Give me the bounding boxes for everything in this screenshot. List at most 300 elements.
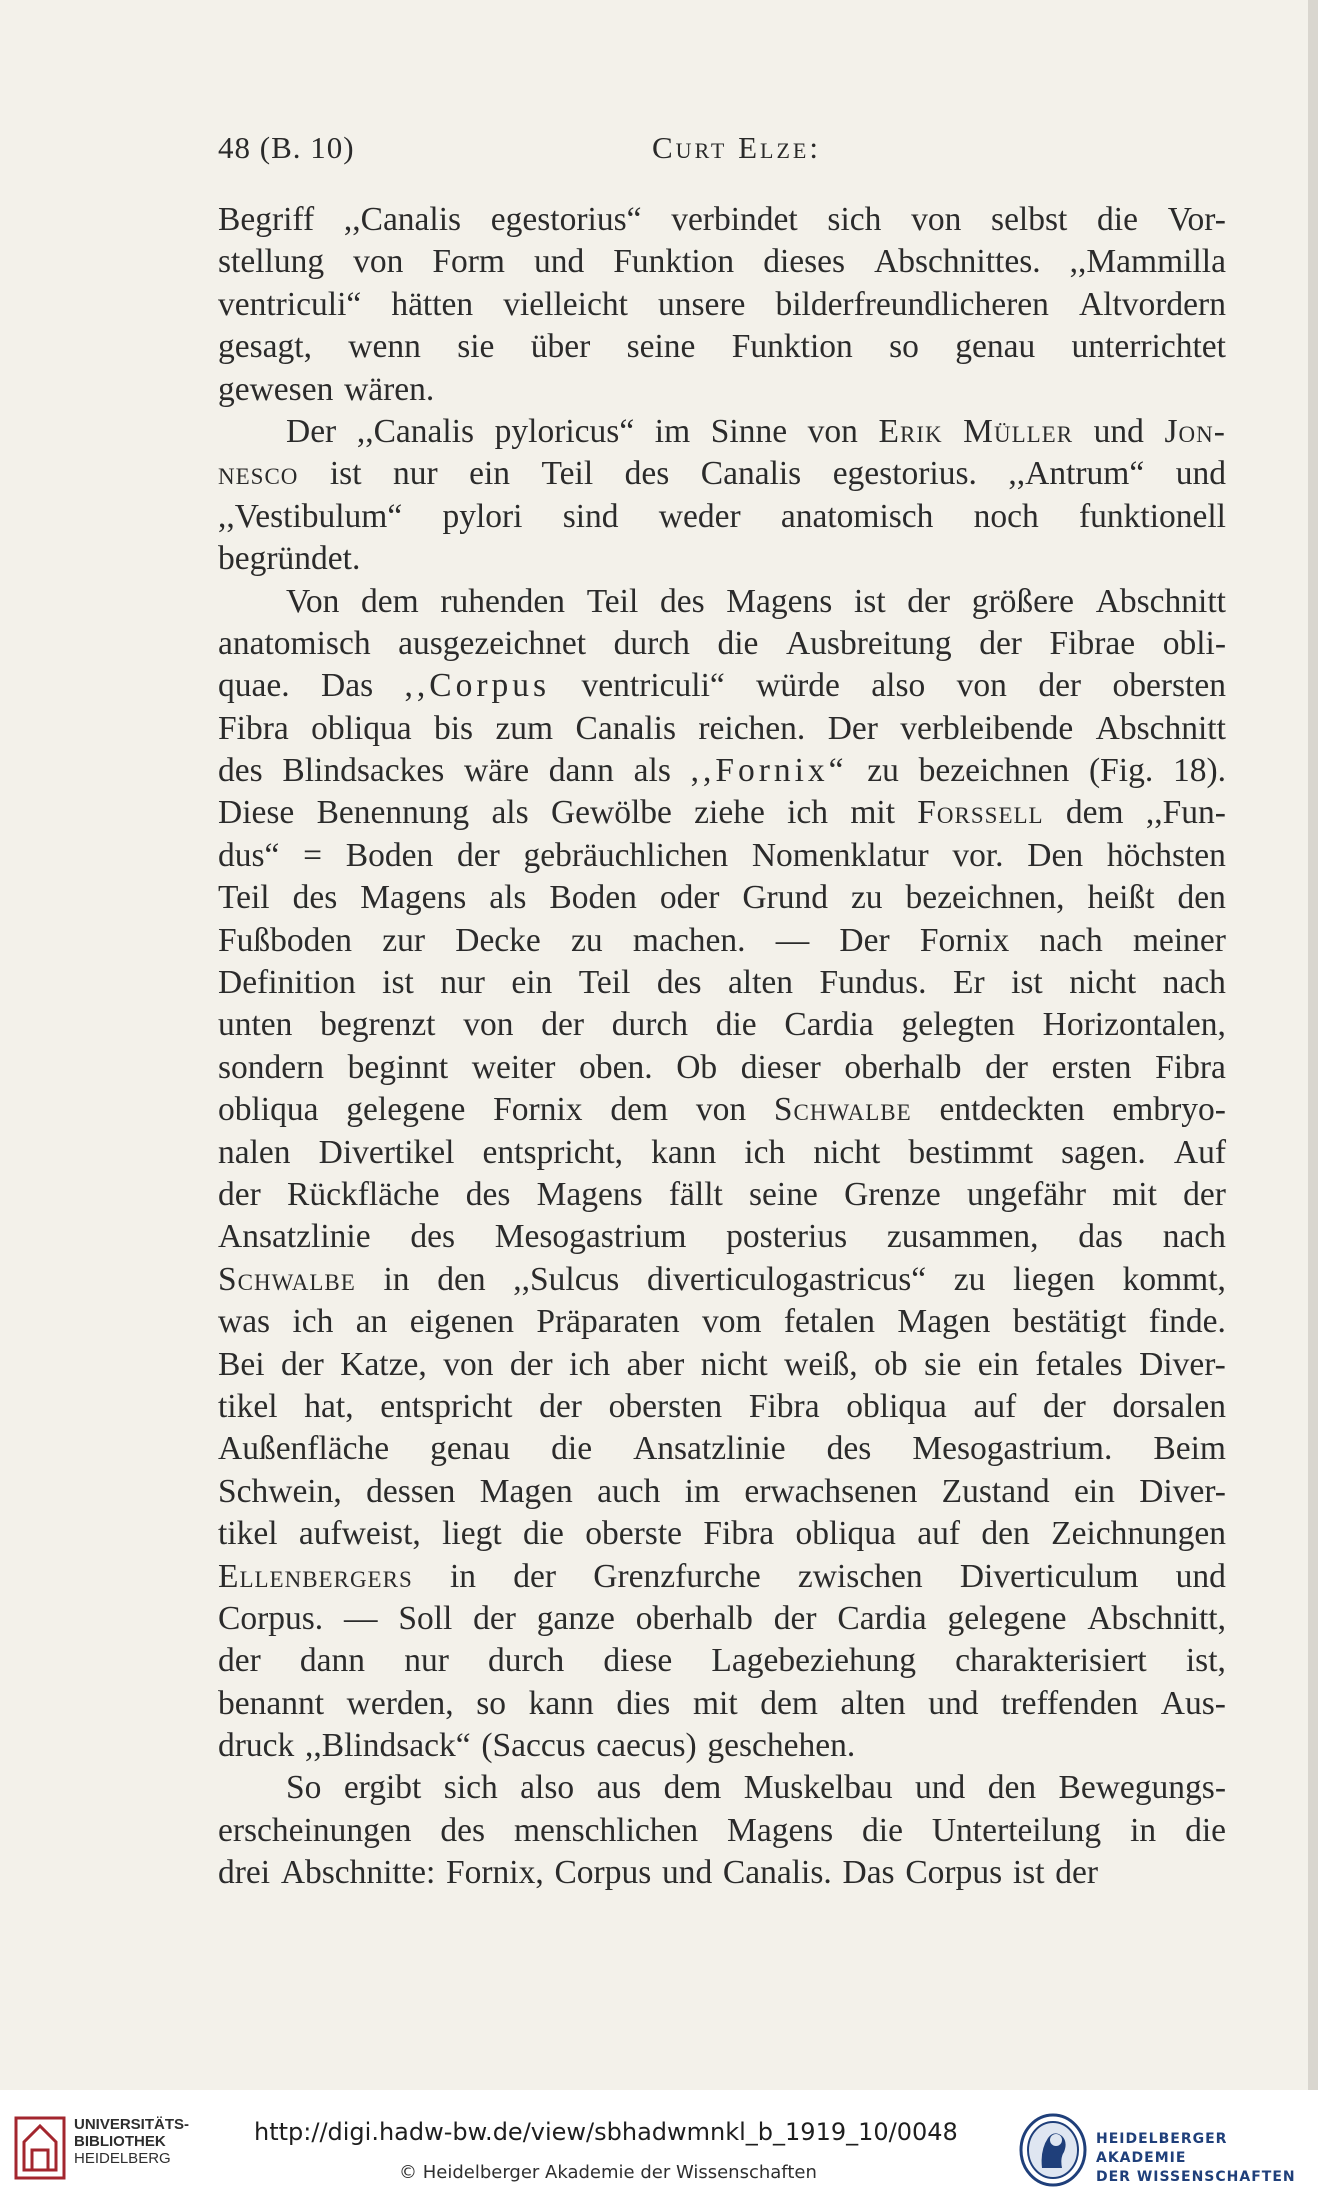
word: Zeichnungen bbox=[1051, 1515, 1226, 1553]
word: begründet. bbox=[218, 540, 361, 578]
text-line bbox=[218, 1810, 1226, 1852]
word: ein bbox=[977, 1345, 1019, 1383]
word: eigenen bbox=[409, 1303, 514, 1341]
text-line bbox=[218, 538, 1226, 580]
word: dem bbox=[663, 1769, 722, 1807]
word: Abschnitt bbox=[1095, 709, 1226, 747]
word: Abschnitte: bbox=[280, 1854, 436, 1892]
text-line bbox=[218, 1301, 1226, 1343]
word: zwischen bbox=[797, 1557, 923, 1595]
word: sagen. bbox=[1061, 1133, 1146, 1171]
text-line bbox=[218, 1471, 1226, 1513]
word: wären. bbox=[344, 370, 435, 408]
word: fetalen bbox=[783, 1303, 876, 1341]
word: Fibra bbox=[748, 1387, 820, 1425]
word: die bbox=[715, 1006, 757, 1044]
word: kann bbox=[651, 1133, 717, 1171]
word: Teil bbox=[218, 879, 270, 917]
word: sondern bbox=[218, 1048, 325, 1086]
text-line bbox=[218, 1556, 1226, 1598]
word: ich bbox=[292, 1303, 334, 1341]
word: Magens bbox=[726, 582, 833, 620]
word: der bbox=[456, 836, 500, 874]
word: diese bbox=[603, 1642, 673, 1680]
word: der bbox=[541, 1006, 584, 1044]
word: Magen bbox=[897, 1303, 991, 1341]
word: bis bbox=[433, 709, 474, 747]
word: drei bbox=[218, 1854, 271, 1892]
word: dann bbox=[548, 752, 614, 790]
word: ,,Fun- bbox=[1145, 794, 1226, 832]
text-line bbox=[218, 920, 1226, 962]
word: der bbox=[473, 1599, 516, 1637]
word: — bbox=[344, 1599, 378, 1637]
word: ein bbox=[469, 455, 511, 493]
word: gelegene bbox=[947, 1599, 1067, 1637]
text-line bbox=[218, 1598, 1226, 1640]
word: der bbox=[218, 1642, 261, 1680]
word: ersten bbox=[1051, 1048, 1132, 1086]
academy-name-line: DER WISSENSCHAFTEN bbox=[1096, 2169, 1296, 2185]
word: Unterteilung bbox=[931, 1811, 1102, 1849]
word: zu bbox=[850, 879, 883, 917]
word: Teil bbox=[541, 455, 594, 493]
word: Funktion bbox=[731, 328, 853, 366]
word: Magens bbox=[727, 1811, 834, 1849]
word: so bbox=[889, 328, 919, 366]
word: stellung bbox=[218, 243, 325, 281]
word: embryo- bbox=[1112, 1091, 1226, 1129]
word: pyloricus“ bbox=[494, 412, 635, 450]
word: höchsten bbox=[1106, 836, 1226, 874]
word: vor. bbox=[952, 836, 1004, 874]
word: — bbox=[775, 921, 810, 959]
word: ich bbox=[787, 794, 829, 832]
word: obersten bbox=[1112, 667, 1226, 705]
text-line bbox=[218, 241, 1226, 283]
word: Katze, bbox=[340, 1345, 427, 1383]
word: Mesogastrium bbox=[494, 1218, 687, 1256]
word: in bbox=[1130, 1811, 1157, 1849]
word: Auf bbox=[1173, 1133, 1226, 1171]
word: ,,Antrum“ bbox=[1008, 455, 1145, 493]
text-line bbox=[218, 1513, 1226, 1555]
word: in bbox=[383, 1260, 410, 1298]
word: sind bbox=[562, 497, 619, 535]
word: ausgezeichnet bbox=[398, 624, 587, 662]
word: fetales bbox=[1035, 1345, 1123, 1383]
word: Fornix, bbox=[445, 1854, 544, 1892]
word: meiner bbox=[1132, 921, 1226, 959]
text-line bbox=[218, 835, 1226, 877]
word: caecus) bbox=[596, 1727, 697, 1765]
word: oberhalb bbox=[635, 1599, 753, 1637]
word: Ob bbox=[676, 1048, 718, 1086]
word: oberste bbox=[585, 1515, 683, 1553]
word: obli- bbox=[1162, 624, 1226, 662]
word: machen. bbox=[632, 921, 746, 959]
word: verbindet bbox=[671, 201, 798, 238]
word: tikel bbox=[218, 1387, 278, 1425]
word: obliqua bbox=[218, 1091, 319, 1129]
word: Beim bbox=[1153, 1430, 1226, 1468]
word: würde bbox=[756, 667, 840, 705]
word: vom bbox=[701, 1303, 762, 1341]
word: zu bbox=[867, 752, 899, 790]
word: So bbox=[286, 1769, 322, 1807]
text-line bbox=[218, 1344, 1226, 1386]
text-line bbox=[218, 665, 1226, 707]
word: noch bbox=[973, 497, 1039, 535]
word: nalen bbox=[218, 1133, 291, 1171]
word: Magens bbox=[360, 879, 467, 917]
word: Diese bbox=[218, 794, 295, 832]
text-line bbox=[218, 1767, 1226, 1809]
word: Das bbox=[842, 1854, 895, 1892]
word: ist, bbox=[1185, 1642, 1226, 1680]
word: 18). bbox=[1172, 752, 1226, 790]
word: obersten bbox=[608, 1387, 723, 1425]
text-line bbox=[218, 199, 1226, 241]
word: Von bbox=[286, 582, 340, 620]
word: was bbox=[218, 1303, 271, 1341]
word: Außenfläche bbox=[218, 1430, 390, 1468]
word: gesagt, bbox=[218, 328, 312, 366]
word: fällt bbox=[668, 1175, 723, 1213]
text-line bbox=[218, 623, 1226, 665]
word: Abschnittes. bbox=[874, 243, 1041, 281]
text-line bbox=[218, 1428, 1226, 1470]
word: Forssell bbox=[917, 794, 1044, 832]
word: obliqua bbox=[311, 709, 412, 747]
text-line bbox=[218, 1640, 1226, 1682]
word: ungefähr bbox=[966, 1175, 1087, 1213]
text-line bbox=[218, 1216, 1226, 1258]
word: egestorius. bbox=[832, 455, 977, 493]
word: gewesen bbox=[218, 370, 334, 408]
word: Der bbox=[827, 709, 878, 747]
word: Grenze bbox=[844, 1175, 941, 1213]
word: Jon- bbox=[1164, 412, 1226, 450]
word: nicht bbox=[700, 1345, 768, 1383]
body-text bbox=[218, 199, 1226, 1895]
word: kann bbox=[528, 1684, 594, 1722]
word: auch bbox=[597, 1472, 661, 1510]
word: Mesogastrium. bbox=[912, 1430, 1113, 1468]
word: Canalis bbox=[700, 455, 802, 493]
word: von bbox=[443, 1345, 494, 1383]
word: der bbox=[1038, 667, 1082, 705]
word: egestorius“ bbox=[490, 201, 642, 238]
word: ist bbox=[329, 455, 362, 493]
permalink-url[interactable]: http://digi.hadw-bw.de/view/sbhadwmnkl_b_1919_10/0048 bbox=[254, 2118, 958, 2146]
word: ich bbox=[569, 1345, 611, 1383]
word: Corpus bbox=[554, 1854, 652, 1892]
text-line bbox=[218, 284, 1226, 326]
word: über bbox=[530, 328, 591, 366]
word: liegen bbox=[1013, 1260, 1095, 1298]
word: druck bbox=[218, 1727, 295, 1765]
word: tikel bbox=[218, 1515, 278, 1553]
word: Teil bbox=[578, 964, 631, 1002]
word: nicht bbox=[1069, 964, 1137, 1002]
word: Erik bbox=[878, 412, 943, 450]
word: nur bbox=[404, 1642, 449, 1680]
word: also bbox=[871, 667, 926, 705]
word: der bbox=[907, 582, 951, 620]
word: ergibt bbox=[343, 1769, 422, 1807]
word: funktionell bbox=[1078, 497, 1226, 535]
word: ich bbox=[744, 1133, 786, 1171]
word: von bbox=[353, 243, 404, 281]
word: zu bbox=[953, 1260, 986, 1298]
word: von bbox=[695, 1091, 747, 1129]
word: ziehe bbox=[694, 794, 765, 832]
word: wäre bbox=[463, 752, 530, 790]
word: Fibra bbox=[218, 709, 289, 747]
word: den bbox=[437, 1260, 486, 1298]
word: bilderfreundlicheren bbox=[775, 285, 1049, 323]
word: genau bbox=[955, 328, 1036, 366]
word: dem bbox=[610, 1091, 669, 1129]
word: erwachsenen bbox=[744, 1472, 918, 1510]
word: bezeichnen, bbox=[905, 879, 1065, 917]
word: den bbox=[987, 1769, 1037, 1807]
word: verbleibende bbox=[900, 709, 1074, 747]
word: der bbox=[773, 1599, 817, 1637]
word: Canalis bbox=[575, 709, 676, 747]
word: Fibra bbox=[703, 1515, 775, 1553]
word: das bbox=[1078, 1218, 1123, 1256]
word: unten bbox=[218, 1006, 293, 1044]
word: Präparaten bbox=[536, 1303, 680, 1341]
word: nur bbox=[440, 964, 485, 1002]
word: an bbox=[355, 1303, 388, 1341]
word: unterrichtet bbox=[1071, 328, 1226, 366]
word: Schwalbe bbox=[773, 1091, 912, 1129]
word: die bbox=[523, 1515, 564, 1553]
word: Canalis. bbox=[722, 1854, 832, 1892]
word: ventriculi“ bbox=[218, 285, 362, 323]
word: Den bbox=[1027, 836, 1084, 874]
word: Cardia bbox=[784, 1006, 874, 1044]
word: Corpus bbox=[905, 1854, 1003, 1892]
text-line bbox=[218, 1259, 1226, 1301]
word: Fibrae bbox=[1049, 624, 1136, 662]
text-line bbox=[218, 1132, 1226, 1174]
text-line bbox=[218, 877, 1226, 919]
word: zu bbox=[571, 921, 603, 959]
footer-bar bbox=[0, 2090, 1318, 2206]
word: größere bbox=[971, 582, 1075, 620]
word: die bbox=[862, 1811, 903, 1849]
word: obliqua bbox=[846, 1387, 947, 1425]
text-line bbox=[218, 708, 1226, 750]
word: dem bbox=[760, 1684, 818, 1722]
word: ein bbox=[1073, 1472, 1115, 1510]
word: und bbox=[1175, 455, 1226, 493]
word: des bbox=[440, 1811, 486, 1849]
word: sich bbox=[443, 1769, 498, 1807]
text-line bbox=[218, 581, 1226, 623]
word: der bbox=[985, 1048, 1028, 1086]
page-header bbox=[218, 130, 1224, 170]
word: Altvordern bbox=[1078, 285, 1226, 323]
word: (Saccus bbox=[481, 1727, 586, 1765]
word: nur bbox=[393, 455, 438, 493]
word: in bbox=[449, 1557, 477, 1595]
word: Fornix bbox=[919, 921, 1010, 959]
word: ist bbox=[1012, 1854, 1045, 1892]
text-line bbox=[218, 1089, 1226, 1131]
word: nicht bbox=[813, 1133, 881, 1171]
word: entdeckten bbox=[939, 1091, 1085, 1129]
word: der bbox=[218, 1175, 261, 1213]
word: Zustand bbox=[941, 1472, 1050, 1510]
word: Corpus. bbox=[218, 1599, 324, 1637]
word: ist bbox=[382, 964, 414, 1002]
word: ,,Mammilla bbox=[1069, 243, 1226, 281]
word: dies bbox=[616, 1684, 671, 1722]
word: mit bbox=[850, 794, 896, 832]
word: des bbox=[465, 1175, 511, 1213]
word: die bbox=[551, 1430, 593, 1468]
text-line bbox=[218, 453, 1226, 495]
word: der bbox=[1183, 1175, 1226, 1213]
word: mit bbox=[692, 1684, 738, 1722]
word: ,,Canalis bbox=[356, 412, 475, 450]
word: der bbox=[513, 1557, 557, 1595]
word: Fibra bbox=[1155, 1048, 1226, 1086]
word: Der bbox=[839, 921, 890, 959]
word: Vor- bbox=[1167, 201, 1226, 238]
word: von bbox=[911, 201, 962, 238]
word: der bbox=[1055, 1854, 1098, 1892]
word: Er bbox=[953, 964, 985, 1002]
word: Gewölbe bbox=[550, 794, 672, 832]
word: des bbox=[826, 1430, 872, 1468]
word: aufweist, bbox=[298, 1515, 421, 1553]
text-line bbox=[218, 1047, 1226, 1089]
word: Magen bbox=[479, 1472, 573, 1510]
page-reference: 48 (B. 10) bbox=[218, 130, 355, 165]
word: sich bbox=[827, 201, 882, 238]
word: ist bbox=[853, 582, 886, 620]
word: des bbox=[292, 879, 338, 917]
word: Decke bbox=[455, 921, 541, 959]
word: ganze bbox=[536, 1599, 615, 1637]
word: Teil bbox=[586, 582, 639, 620]
word: der bbox=[979, 624, 1022, 662]
text-line bbox=[218, 750, 1226, 792]
word: mit bbox=[1112, 1175, 1157, 1213]
word: die bbox=[1185, 1811, 1226, 1849]
word: anatomisch bbox=[218, 624, 371, 662]
word: charakterisiert bbox=[955, 1642, 1147, 1680]
word: ein bbox=[511, 964, 553, 1002]
word: des bbox=[624, 455, 670, 493]
word: Begriff bbox=[218, 201, 315, 238]
word: obliqua bbox=[795, 1515, 896, 1553]
word: Diver- bbox=[1139, 1345, 1226, 1383]
word: nach bbox=[1162, 964, 1226, 1002]
word: Boden bbox=[345, 836, 434, 874]
word: Form bbox=[432, 243, 505, 281]
word: vielleicht bbox=[503, 285, 628, 323]
word: Lagebeziehung bbox=[711, 1642, 917, 1680]
word: Diverticulum bbox=[959, 1557, 1139, 1595]
word: ,,Sulcus bbox=[513, 1260, 620, 1298]
word: gelegten bbox=[901, 1006, 1015, 1044]
word: posterius bbox=[726, 1218, 848, 1256]
library-name-line: UNIVERSITÄTS- bbox=[74, 2116, 190, 2133]
academy-name bbox=[1096, 2130, 1318, 2187]
word: dann bbox=[299, 1642, 366, 1680]
word: und bbox=[661, 1854, 713, 1892]
word: zusammen, bbox=[886, 1218, 1039, 1256]
word: so bbox=[476, 1684, 507, 1722]
word: bestimmt bbox=[908, 1133, 1034, 1171]
word: den bbox=[981, 1515, 1030, 1553]
library-city: HEIDELBERG bbox=[74, 2150, 171, 2167]
word: der bbox=[1042, 1387, 1086, 1425]
word: als bbox=[489, 879, 527, 917]
word: aus bbox=[596, 1769, 642, 1807]
word: Fornix bbox=[493, 1091, 583, 1129]
word: dem bbox=[361, 582, 419, 620]
university-library-logo-icon bbox=[14, 2116, 66, 2180]
word: weiter bbox=[471, 1048, 556, 1086]
word: genau bbox=[430, 1430, 511, 1468]
word: Muskelbau bbox=[743, 1769, 893, 1807]
text-line bbox=[218, 1174, 1226, 1216]
word: Definition bbox=[218, 964, 356, 1002]
word: selbst bbox=[991, 201, 1068, 238]
word: reichen. bbox=[698, 709, 806, 747]
word: des bbox=[656, 964, 702, 1002]
word: seine bbox=[626, 328, 696, 366]
word: und bbox=[1093, 412, 1144, 450]
academy-name-line: HEIDELBERGER AKADEMIE bbox=[1096, 2131, 1228, 2166]
word: von bbox=[463, 1006, 514, 1044]
word: als bbox=[491, 794, 529, 832]
word: also bbox=[520, 1769, 575, 1807]
word: den bbox=[1177, 879, 1226, 917]
word: auf bbox=[973, 1387, 1017, 1425]
word: im bbox=[684, 1472, 721, 1510]
word: ob bbox=[874, 1345, 908, 1383]
word: ,,Canalis bbox=[343, 201, 462, 238]
word: kommt, bbox=[1122, 1260, 1226, 1298]
word: und bbox=[533, 243, 585, 281]
word: beginnt bbox=[347, 1048, 449, 1086]
word: und bbox=[915, 1769, 966, 1807]
word: menschlichen bbox=[513, 1811, 699, 1849]
word: ist bbox=[1011, 964, 1043, 1002]
word: durch bbox=[613, 624, 690, 662]
word: und bbox=[928, 1684, 979, 1722]
word: nach bbox=[1039, 921, 1103, 959]
word: = bbox=[303, 836, 323, 874]
word: Schwein, bbox=[218, 1472, 342, 1510]
text-line bbox=[218, 1683, 1226, 1725]
word: Horizontalen, bbox=[1042, 1006, 1226, 1044]
word: Ellenbergers bbox=[218, 1557, 413, 1595]
word: die bbox=[717, 624, 759, 662]
word: weder bbox=[658, 497, 741, 535]
word: dem bbox=[1065, 794, 1124, 832]
word: hätten bbox=[391, 285, 474, 323]
